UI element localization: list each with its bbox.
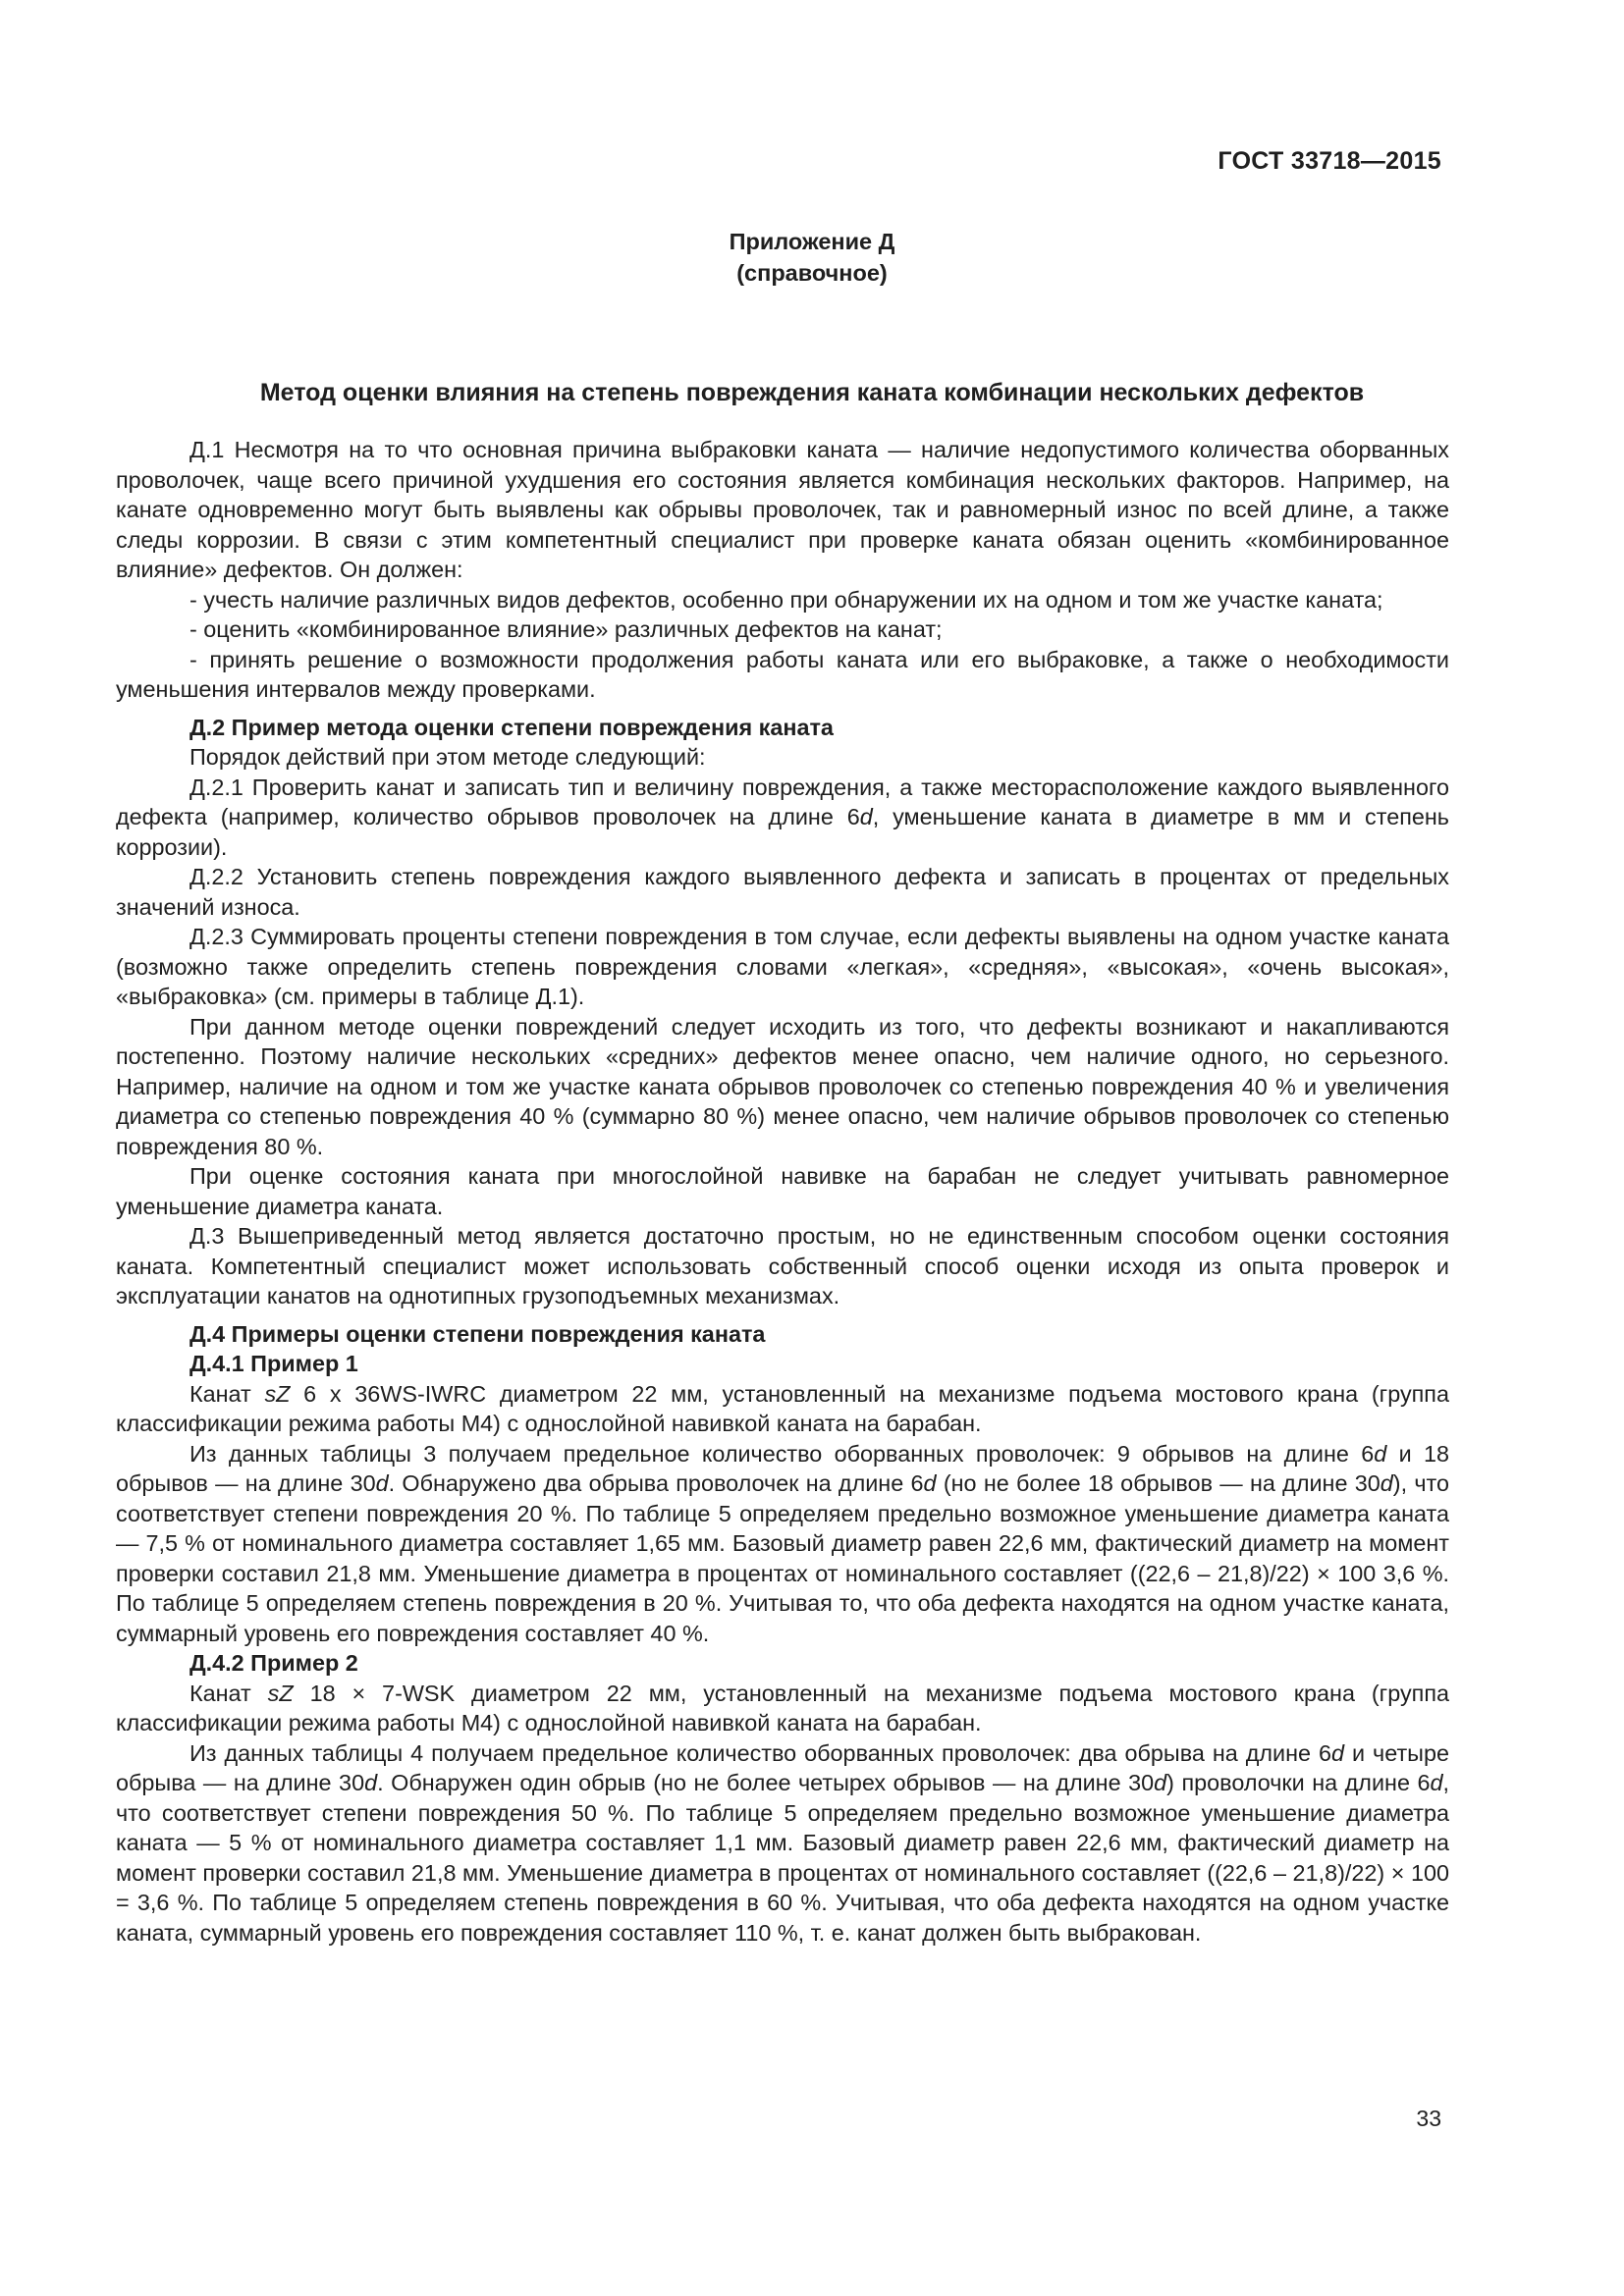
paragraph-d221: Д.2.1 Проверить канат и записать тип и величину повреждения, а также месторасположение каждого выявленного дефекта (например, количество обрывов проволочек на длине 6d, уменьшение каната в диаметре в мм и степень коррозии). — [116, 774, 1449, 860]
section-heading-d4: Д.4 Примеры оценки степени повреждения каната — [189, 1320, 766, 1347]
appendix-heading — [0, 226, 1624, 289]
paragraph-d2-intro: Порядок действий при этом методе следующий: — [189, 744, 706, 770]
appendix-status: (справочное) — [736, 260, 888, 286]
document-body — [116, 435, 1449, 1948]
page-number: 33 — [1416, 2106, 1441, 2131]
paragraph-d42-rope: Канат sZ 18 × 7-WSK диаметром 22 мм, установленный на механизме подъема мостового крана (группа классификации режима работы М4) с однослойной навивкой каната на барабан. — [116, 1680, 1449, 1735]
paragraph-d222: Д.2.2 Установить степень повреждения каждого выявленного дефекта и записать в процентах от предельных значений износа. — [116, 864, 1449, 920]
paragraph-d2-note2: При оценке состояния каната при многослойной навивке на барабан не следует учитывать равномерное уменьшение диаметра каната. — [116, 1163, 1449, 1219]
paragraph-d223: Д.2.3 Суммировать проценты степени повреждения в том случае, если дефекты выявлены на одном участке каната (возможно также определить степень повреждения словами «легкая», «средняя», «высокая», «очень высокая», «выбраковка» (см. примеры в таблице Д.1). — [116, 924, 1449, 1009]
list-item: - учесть наличие различных видов дефектов, особенно при обнаружении их на одном и том же участке каната; — [189, 586, 1383, 613]
appendix-label: Приложение Д — [729, 229, 895, 254]
standard-number: ГОСТ 33718—2015 — [1218, 147, 1441, 175]
paragraph-d41-calc: Из данных таблицы 3 получаем предельное количество оборванных проволочек: 9 обрывов на длине 6d и 18 обрывов — на длине 30d. Обнаружено два обрыва проволочек на длине 6d (но не более 18 обрывов — на длине 30d), что соответствует степени повреждения 20 %. По таблице 5 определяем предельно возможное уменьшение диаметра каната — 7,5 % от номинального диаметра составляет 1,65 мм. Базовый диаметр равен 22,6 мм, фактический диаметр на момент проверки составил 21,8 мм. Уменьшение диаметра в процентах от номинального составляет ((22,6 – 21,8)/22) × 100 3,6 %. По таблице 5 определяем степень повреждения в 20 %. Учитывая то, что оба дефекта находятся на одном участке каната, суммарный уровень его повреждения составляет 40 %. — [116, 1440, 1449, 1646]
list-item: - принять решение о возможности продолжения работы каната или его выбраковке, а также о необходимости уменьшения интервалов между проверками. — [116, 646, 1449, 702]
paragraph-d3: Д.3 Вышеприведенный метод является достаточно простым, но не единственным способом оценки состояния каната. Компетентный специалист может использовать собственный способ оценки исходя из опыта проверок и эксплуатации канатов на однотипных грузоподъемных механизмах. — [116, 1223, 1449, 1308]
subsection-heading-d42: Д.4.2 Пример 2 — [189, 1650, 358, 1676]
subsection-heading-d41: Д.4.1 Пример 1 — [189, 1351, 358, 1376]
section-heading-d2: Д.2 Пример метода оценки степени повреждения каната — [189, 714, 834, 740]
list-item: - оценить «комбинированное влияние» различных дефектов на канат; — [189, 616, 943, 642]
paragraph-d1: Д.1 Несмотря на то что основная причина выбраковки каната — наличие недопустимого количества оборванных проволочек, чаще всего причиной ухудшения его состояния является комбинация нескольких факторов. Например, на канате одновременно могут быть выявлены как обрывы проволочек, так и равномерный износ по всей длине, а также следы коррозии. В связи с этим компетентный специалист при проверке каната обязан оценить «комбинированное влияние» дефектов. Он должен: — [116, 437, 1449, 582]
document-title: Метод оценки влияния на степень повреждения каната комбинации нескольких дефектов — [259, 379, 1365, 406]
paragraph-d41-rope: Канат sZ 6 x 36WS-IWRC диаметром 22 мм, установленный на механизме подъема мостового крана (группа классификации режима работы М4) с однослойной навивкой каната на барабан. — [116, 1380, 1449, 1436]
paragraph-d2-note1: При данном методе оценки повреждений следует исходить из того, что дефекты возникают и накапливаются постепенно. Поэтому наличие нескольких «средних» дефектов менее опасно, чем наличие одного, но серьезного. Например, наличие на одном и том же участке каната обрывов проволочек со степенью повреждения 40 % и увеличения диаметра со степенью повреждения 40 % (суммарно 80 %) менее опасно, чем наличие обрывов проволочек со степенью повреждения 80 %. — [116, 1013, 1449, 1159]
paragraph-d42-calc: Из данных таблицы 4 получаем предельное количество оборванных проволочек: два обрыва на длине 6d и четыре обрыва — на длине 30d. Обнаружен один обрыв (но не более четырех обрывов — на длине 30d) проволочки на длине 6d, что соответствует степени повреждения 50 %. По таблице 5 определяем предельно возможное уменьшение диаметра каната — 5 % от номинального диаметра составляет 1,1 мм. Базовый диаметр равен 22,6 мм, фактический диаметр на момент проверки составил 21,8 мм. Уменьшение диаметра в процентах от номинального составляет ((22,6 – 21,8)/22) × 100 = 3,6 %. По таблице 5 определяем степень повреждения в 60 %. Учитывая, что оба дефекта находятся на одном участке каната, суммарный уровень его повреждения составляет 110 %, т. е. канат должен быть выбракован. — [116, 1739, 1449, 1946]
